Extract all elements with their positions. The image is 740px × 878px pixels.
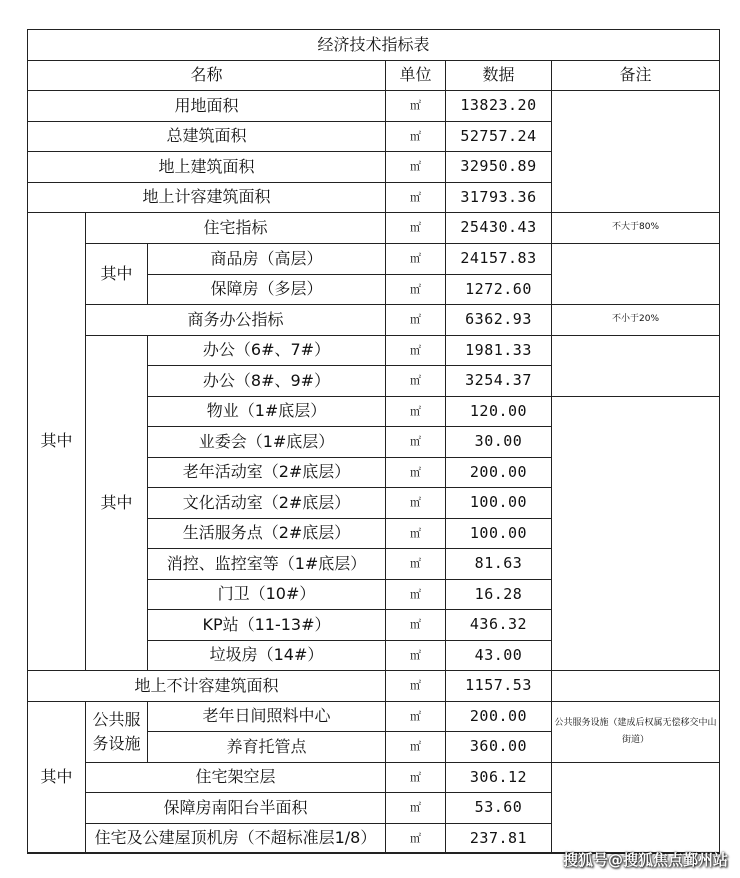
row-value: 200.00 (446, 702, 552, 732)
row-value: 100.00 (446, 488, 552, 519)
row-value: 16.28 (446, 580, 552, 610)
row-name: 文化活动室（2#底层） (148, 488, 386, 519)
row-name: 办公（8#、9#） (148, 366, 386, 397)
economic-indicator-sheet (27, 29, 719, 854)
row-unit: ㎡ (386, 397, 446, 427)
row-name: 保障房（多层） (148, 275, 386, 305)
header-name: 名称 (28, 61, 386, 91)
row-value: 30.00 (446, 427, 552, 458)
note-empty (552, 671, 720, 702)
row-name: 总建筑面积 (28, 122, 386, 152)
row-name: 业委会（1#底层） (148, 427, 386, 458)
row-value: 1272.60 (446, 275, 552, 305)
row-name: 商务办公指标 (86, 305, 386, 336)
note-empty (552, 397, 720, 671)
economic-indicator-table (27, 29, 720, 854)
row-value: 3254.37 (446, 366, 552, 397)
row-value: 237.81 (446, 824, 552, 854)
row-name: 用地面积 (28, 91, 386, 122)
row-value: 24157.83 (446, 244, 552, 275)
row-value: 53.60 (446, 793, 552, 824)
row-value: 52757.24 (446, 122, 552, 152)
row-unit: ㎡ (386, 366, 446, 397)
row-unit: ㎡ (386, 488, 446, 519)
row-name: 消控、监控室等（1#底层） (148, 549, 386, 580)
row-name: 地上计容建筑面积 (28, 183, 386, 213)
row-unit: ㎡ (386, 91, 446, 122)
row-value: 120.00 (446, 397, 552, 427)
row-value: 32950.89 (446, 152, 552, 183)
row-unit: ㎡ (386, 305, 446, 336)
row-value: 1981.33 (446, 336, 552, 366)
row-unit: ㎡ (386, 610, 446, 641)
row-value: 25430.43 (446, 213, 552, 244)
note-empty (552, 763, 720, 854)
row-name: 地上建筑面积 (28, 152, 386, 183)
note-empty (552, 91, 720, 213)
source-watermark: 搜狐号@搜狐焦点鄞州站 (562, 851, 728, 869)
group-label-public-service: 公共服务设施 (86, 702, 148, 763)
row-name: 老年日间照料中心 (148, 702, 386, 732)
row-name: 老年活动室（2#底层） (148, 458, 386, 488)
note-empty (552, 336, 720, 397)
group-label-qizhong: 其中 (86, 336, 148, 671)
group-label-qizhong: 其中 (28, 213, 86, 671)
row-name: 地上不计容建筑面积 (28, 671, 386, 702)
row-name: KP站（11-13#） (148, 610, 386, 641)
row-unit: ㎡ (386, 427, 446, 458)
row-value: 436.32 (446, 610, 552, 641)
group-label-qizhong: 其中 (86, 244, 148, 305)
group-label-qizhong: 其中 (28, 702, 86, 854)
row-value: 100.00 (446, 519, 552, 549)
row-value: 6362.93 (446, 305, 552, 336)
row-unit: ㎡ (386, 213, 446, 244)
row-unit: ㎡ (386, 671, 446, 702)
row-name: 住宅指标 (86, 213, 386, 244)
row-unit: ㎡ (386, 122, 446, 152)
row-name: 垃圾房（14#） (148, 641, 386, 671)
row-name: 保障房南阳台半面积 (86, 793, 386, 824)
row-unit: ㎡ (386, 458, 446, 488)
row-unit: ㎡ (386, 275, 446, 305)
row-value: 31793.36 (446, 183, 552, 213)
row-unit: ㎡ (386, 244, 446, 275)
row-name: 住宅及公建屋顶机房（不超标准层1/8） (86, 824, 386, 854)
row-name: 生活服务点（2#底层） (148, 519, 386, 549)
row-value: 81.63 (446, 549, 552, 580)
header-note: 备注 (552, 61, 720, 91)
row-name: 养育托管点 (148, 732, 386, 763)
row-name: 门卫（10#） (148, 580, 386, 610)
table-title: 经济技术指标表 (28, 30, 720, 61)
row-value: 43.00 (446, 641, 552, 671)
row-name: 办公（6#、7#） (148, 336, 386, 366)
header-unit: 单位 (386, 61, 446, 91)
row-unit: ㎡ (386, 519, 446, 549)
header-value: 数据 (446, 61, 552, 91)
row-unit: ㎡ (386, 336, 446, 366)
row-name: 商品房（高层） (148, 244, 386, 275)
row-unit: ㎡ (386, 732, 446, 763)
public-service-note: 公共服务设施（建成后权属无偿移交中山街道） (552, 702, 720, 763)
row-value: 306.12 (446, 763, 552, 793)
row-unit: ㎡ (386, 702, 446, 732)
row-unit: ㎡ (386, 580, 446, 610)
row-value: 360.00 (446, 732, 552, 763)
row-unit: ㎡ (386, 641, 446, 671)
row-unit: ㎡ (386, 183, 446, 213)
row-note: 不大于80% (552, 213, 720, 244)
row-name: 物业（1#底层） (148, 397, 386, 427)
note-empty (552, 244, 720, 305)
row-unit: ㎡ (386, 793, 446, 824)
row-unit: ㎡ (386, 763, 446, 793)
row-unit: ㎡ (386, 824, 446, 854)
row-name: 住宅架空层 (86, 763, 386, 793)
row-note: 不小于20% (552, 305, 720, 336)
row-value: 13823.20 (446, 91, 552, 122)
row-unit: ㎡ (386, 549, 446, 580)
row-unit: ㎡ (386, 152, 446, 183)
row-value: 200.00 (446, 458, 552, 488)
row-value: 1157.53 (446, 671, 552, 702)
